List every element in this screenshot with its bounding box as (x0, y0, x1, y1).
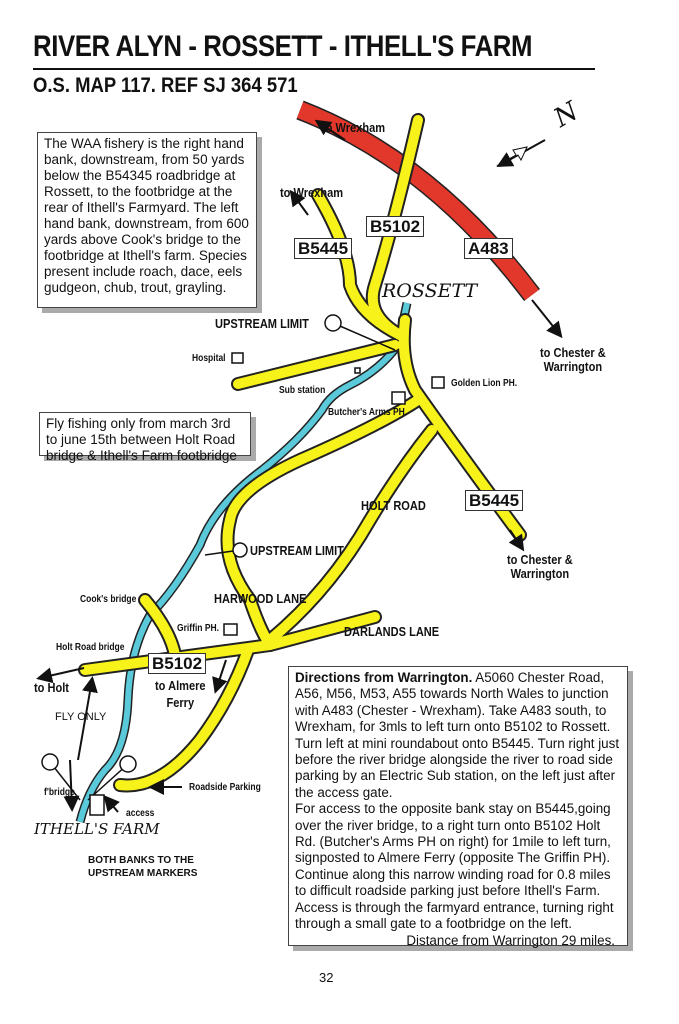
label-line: to Chester & (507, 552, 573, 567)
label-roadside-parking: Roadside Parking (189, 782, 261, 793)
label-rossett: ROSSETT (382, 280, 478, 302)
fly-fishing-box: Fly fishing only from march 3rd to june 15th between Holt Road bridge & Ithell's Farm footbridge (39, 412, 251, 456)
directions-para2: For access to the opposite bank stay on B5445,going over the river bridge, to a right turn onto B5102 Holt Rd. (Butcher's Arms PH on right) for 1mile to left turn, signposted to Almere Ferry (opposite The Griffin PH). Continue along this narrow winding road for 0.8 miles to difficult roadside parking just before Ithell's Farm. Access is through the farmyard entrance, turning right through a small gate to a footbridge on the left. (295, 801, 614, 932)
fishery-info-box: The WAA fishery is the right hand bank, downstream, from 50 yards below the B54345 roadbridge at Rossett, to the footbridge at the rear of Ithell's Farmyard. The left hand bank, downstream, from 600 yards above Cook's bridge to the footbridge at Ithell's farm. Species present include roach, dace, eels gudgeon, chub, trout, grayling. (37, 132, 257, 308)
label-line: BOTH BANKS TO THE (88, 855, 194, 866)
label-upstream-limit: UPSTREAM LIMIT (215, 316, 309, 331)
label-line: UPSTREAM MARKERS (88, 868, 198, 879)
directions-heading: Directions from Warrington. (295, 670, 473, 685)
page-title: RIVER ALYN - ROSSETT - ITHELL'S FARM (33, 30, 533, 63)
label-both-banks (88, 854, 197, 880)
map-reference: O.S. MAP 117. REF SJ 364 571 (33, 74, 298, 97)
label-line: to Chester & (540, 345, 606, 360)
label-to-holt: to Holt (34, 680, 69, 695)
road-badge-b5445-south: B5445 (465, 490, 523, 511)
label-to-chester-1 (540, 346, 606, 374)
label-golden-lion: Golden Lion PH. (451, 378, 518, 389)
label-to-wrexham-2: to Wrexham (280, 185, 344, 200)
north-label: N (549, 96, 584, 134)
label-line: to Almere (155, 678, 206, 693)
page-number: 32 (319, 970, 334, 985)
label-hospital: Hospital (192, 353, 226, 364)
directions-distance: Distance from Warrington 29 miles. (406, 932, 615, 948)
road-badge-a483: A483 (464, 238, 513, 259)
road-badge-b5102-north: B5102 (366, 216, 424, 237)
label-darlands-lane: DARLANDS LANE (344, 624, 440, 639)
label-footbridge: f'bridge (44, 787, 75, 798)
label-upstream-limit-2: UPSTREAM LIMIT (250, 543, 344, 558)
label-to-almere-ferry (155, 677, 206, 711)
road-badge-b5445-north: B5445 (294, 238, 352, 259)
label-access: access (126, 808, 155, 819)
label-to-chester-2 (507, 553, 573, 581)
label-holt-road-bridge: Holt Road bridge (56, 642, 125, 653)
label-butchers-arms: Butcher's Arms PH. (328, 407, 408, 418)
label-to-wrexham: to Wrexham (322, 120, 386, 135)
label-fly-only: FLY ONLY (55, 711, 107, 723)
directions-box (288, 666, 628, 946)
north-arrow-icon (498, 147, 527, 165)
directions-body: A5060 Chester Road, A56, M56, M53, A55 towards North Wales to junction with A483 (Chester - Wrexham). Take A483 south, to Wrexham, for 3mls to left turn onto B5102 to Rossett. Turn left at mini roundabout onto B5445. Turn right just before the river bridge alongside the river to road side parking by an Electric Sub station, on the left just after the access gate. (295, 670, 620, 800)
label-sub-station: Sub station (279, 385, 326, 396)
label-cooks-bridge: Cook's bridge (80, 594, 137, 605)
label-line: Ferry (166, 695, 195, 710)
road-badge-b5102-south: B5102 (148, 653, 206, 674)
label-line: Warrington (510, 566, 570, 581)
label-harwood-lane: HARWOOD LANE (214, 591, 307, 606)
label-ithells-farm: ITHELL'S FARM (34, 820, 160, 838)
label-holt-road: HOLT ROAD (361, 498, 426, 513)
label-line: Warrington (543, 359, 603, 374)
label-griffin: Griffin PH. (177, 623, 220, 634)
